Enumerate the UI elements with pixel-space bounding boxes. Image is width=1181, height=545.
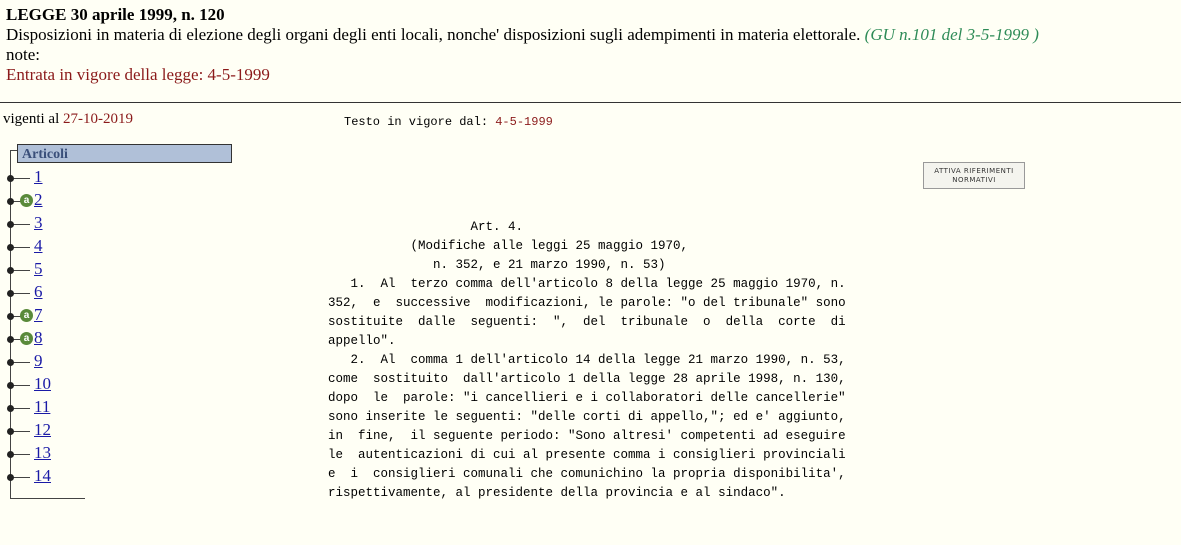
article-link[interactable]: 5 xyxy=(34,259,43,278)
article-line: n. 352, e 21 marzo 1990, n. 53) xyxy=(328,258,666,272)
article-line: sostituite dalle seguenti: ", del tribunale o della corte di xyxy=(328,315,846,329)
vigenti-info xyxy=(3,111,133,128)
vigenti-label: vigenti al xyxy=(3,111,60,127)
header-divider xyxy=(0,102,1181,103)
button-line-2: NORMATIVI xyxy=(952,176,996,184)
articles-header[interactable]: Articoli xyxy=(17,144,232,163)
article-link[interactable]: 13 xyxy=(34,443,51,462)
article-line: Art. 4. xyxy=(328,220,524,234)
article-link[interactable]: 2 xyxy=(34,190,43,209)
article-link[interactable]: 10 xyxy=(34,374,51,393)
article-link[interactable]: 8 xyxy=(34,328,43,347)
article-link[interactable]: 6 xyxy=(34,282,43,301)
entry-into-force: Entrata in vigore della legge: 4-5-1999 xyxy=(6,65,270,84)
tree-node-dot xyxy=(7,244,14,251)
law-header xyxy=(6,5,1176,85)
tree-node-dot xyxy=(7,198,14,205)
gu-reference: (GU n.101 del 3-5-1999 ) xyxy=(864,25,1039,44)
article-line: come sostituito dall'articolo 1 della legge 28 aprile 1998, n. 130, xyxy=(328,372,846,386)
article-link[interactable]: 14 xyxy=(34,466,51,485)
button-line-1: ATTIVA RIFERIMENTI xyxy=(934,167,1014,175)
article-link-item xyxy=(0,443,80,465)
article-line: dopo le parole: "i cancellieri e i collaboratori delle cancellerie" xyxy=(328,391,846,405)
law-title: LEGGE 30 aprile 1999, n. 120 xyxy=(6,5,225,24)
tree-node-dot xyxy=(7,428,14,435)
amended-badge-icon: a xyxy=(20,332,33,345)
articles-tree xyxy=(0,140,240,510)
testo-date: 4-5-1999 xyxy=(495,115,553,129)
article-link-item xyxy=(0,190,80,212)
article-link-item xyxy=(0,305,80,327)
tree-node-dot xyxy=(7,221,14,228)
article-link[interactable]: 9 xyxy=(34,351,43,370)
article-link[interactable]: 1 xyxy=(34,167,43,186)
article-line: 352, e successive modificazioni, le parole: "o del tribunale" sono xyxy=(328,296,846,310)
tree-node-dot xyxy=(7,290,14,297)
article-link[interactable]: 11 xyxy=(34,397,51,416)
article-link-item xyxy=(0,259,80,281)
article-link-item xyxy=(0,420,80,442)
article-link-item xyxy=(0,466,80,488)
tree-node-dot xyxy=(7,313,14,320)
article-link-item xyxy=(0,351,80,373)
article-line: appello". xyxy=(328,334,396,348)
amended-badge-icon: a xyxy=(20,194,33,207)
article-link-item xyxy=(0,397,80,419)
article-line: sono inserite le seguenti: "delle corti di appello,"; ed e' aggiunto, xyxy=(328,410,846,424)
article-link-item xyxy=(0,213,80,235)
article-link-item xyxy=(0,282,80,304)
testo-in-vigore xyxy=(344,115,553,129)
testo-label: Testo in vigore dal: xyxy=(344,115,489,129)
article-link[interactable]: 3 xyxy=(34,213,43,232)
law-description xyxy=(6,25,1176,45)
tree-node-dot xyxy=(7,405,14,412)
tree-node-dot xyxy=(7,382,14,389)
vigenti-date: 27-10-2019 xyxy=(63,111,133,127)
tree-node-dot xyxy=(7,175,14,182)
attiva-riferimenti-button[interactable] xyxy=(923,162,1025,189)
tree-node-dot xyxy=(7,474,14,481)
description-text: Disposizioni in materia di elezione degli organi degli enti locali, nonche' disposizioni sugli adempimenti in materia elettorale. xyxy=(6,25,861,44)
article-link-item xyxy=(0,236,80,258)
article-line: e i consiglieri comunali che comunichino la propria disponibilita', xyxy=(328,467,846,481)
article-line: (Modifiche alle leggi 25 maggio 1970, xyxy=(328,239,689,253)
notes-label: note: xyxy=(6,45,40,64)
article-link-item xyxy=(0,167,80,189)
tree-bottom-line xyxy=(10,498,85,499)
article-line: le autenticazioni di cui al presente comma i consiglieri provinciali xyxy=(328,448,846,462)
article-text xyxy=(328,218,848,503)
article-link[interactable]: 12 xyxy=(34,420,51,439)
amended-badge-icon: a xyxy=(20,309,33,322)
tree-node-dot xyxy=(7,359,14,366)
article-line: in fine, il seguente periodo: "Sono altresi' competenti ad eseguire xyxy=(328,429,846,443)
article-line: 2. Al comma 1 dell'articolo 14 della legge 21 marzo 1990, n. 53, xyxy=(328,353,846,367)
article-link[interactable]: 7 xyxy=(34,305,43,324)
article-link-item xyxy=(0,374,80,396)
article-link-item xyxy=(0,328,80,350)
tree-node-dot xyxy=(7,267,14,274)
article-line: rispettivamente, al presidente della provincia e al sindaco". xyxy=(328,486,786,500)
article-line: 1. Al terzo comma dell'articolo 8 della legge 25 maggio 1970, n. xyxy=(328,277,846,291)
tree-node-dot xyxy=(7,451,14,458)
article-link[interactable]: 4 xyxy=(34,236,43,255)
tree-node-dot xyxy=(7,336,14,343)
